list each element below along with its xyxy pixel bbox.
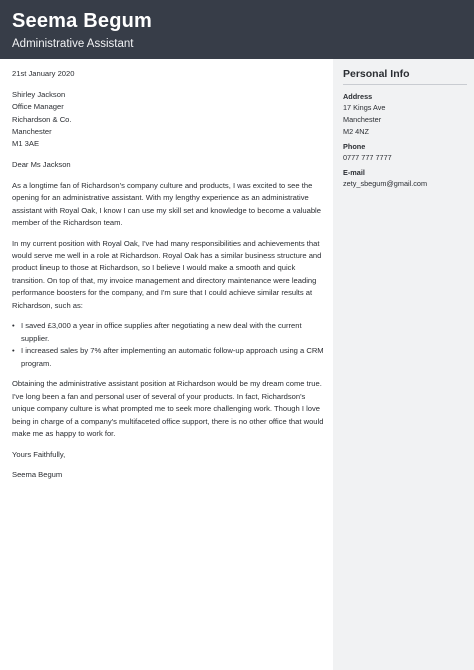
applicant-job-title: Administrative Assistant (12, 38, 134, 50)
phone-value: 0777 777 7777 (343, 153, 392, 162)
salutation: Dear Ms Jackson (12, 160, 71, 170)
bullet-icon: • (12, 321, 15, 331)
address-line: Manchester (343, 115, 382, 124)
address-line: 17 Kings Ave (343, 103, 386, 112)
header-banner (0, 0, 474, 59)
recipient-city: Manchester (12, 126, 52, 136)
recipient-title: Office Manager (12, 102, 64, 112)
address-line: M2 4NZ (343, 127, 369, 136)
signature-name: Seema Begum (12, 470, 63, 480)
recipient-name: Shirley Jackson (12, 89, 66, 99)
achievement-text: I increased sales by 7% after implementing an automatic follow-up approach using a CRM program. (21, 346, 324, 368)
bullet-icon: • (12, 346, 15, 356)
achievement-list (12, 320, 324, 370)
recipient-block (12, 89, 324, 151)
achievement-text: I saved £3,000 a year in office supplies after negotiating a new deal with the current supplier. (21, 321, 302, 343)
address-label: Address (343, 92, 373, 101)
email-value: zety_sbegum@gmail.com (343, 179, 428, 188)
sidebar-personal-info (333, 59, 474, 670)
applicant-name: Seema Begum (12, 10, 153, 32)
paragraph-closing: Obtaining the administrative assistant position at Richardson would be my dream come true. I've long been a fan and personal user of several of your products. In fact, Richardson's unique company culture is what prompted me to seek more challenging work. Though I love being in charge of a company's multifaceted office support, there is no other office that would make me as happy to work for. (12, 379, 324, 438)
letter-body (12, 68, 324, 490)
phone-label: Phone (343, 142, 366, 151)
recipient-postcode: M1 3AE (12, 139, 40, 149)
paragraph-experience: In my current position with Royal Oak, I've had many responsibilities and achievements that would serve me well in a role at Richardson. Royal Oak has a similar business structure and product lineup to those at Richardson, so I believe I would make a smooth and quick transition. On top of that, my invoice management and directory maintenance were leading performance boosters for the company, and I'm sure that I could achieve similar results at Richardson, such as: (12, 238, 322, 310)
signoff: Yours Faithfully, (12, 449, 66, 459)
email-section (343, 168, 467, 190)
achievement-item (12, 345, 324, 370)
recipient-company: Richardson & Co. (12, 114, 72, 124)
phone-section (343, 142, 467, 164)
sidebar-heading: Personal Info (343, 68, 467, 85)
email-label: E-mail (343, 168, 365, 177)
address-section (343, 92, 467, 138)
paragraph-intro: As a longtime fan of Richardson's company culture and products, I was excited to see the opening for an administrative assistant. With my lengthy experience as an administrative assistant with Royal Oak, I know I can use my skill set and knowledge to become a valuable member of the Richardson team. (12, 180, 321, 227)
letter-date: 21st January 2020 (12, 69, 75, 78)
achievement-item (12, 320, 324, 345)
